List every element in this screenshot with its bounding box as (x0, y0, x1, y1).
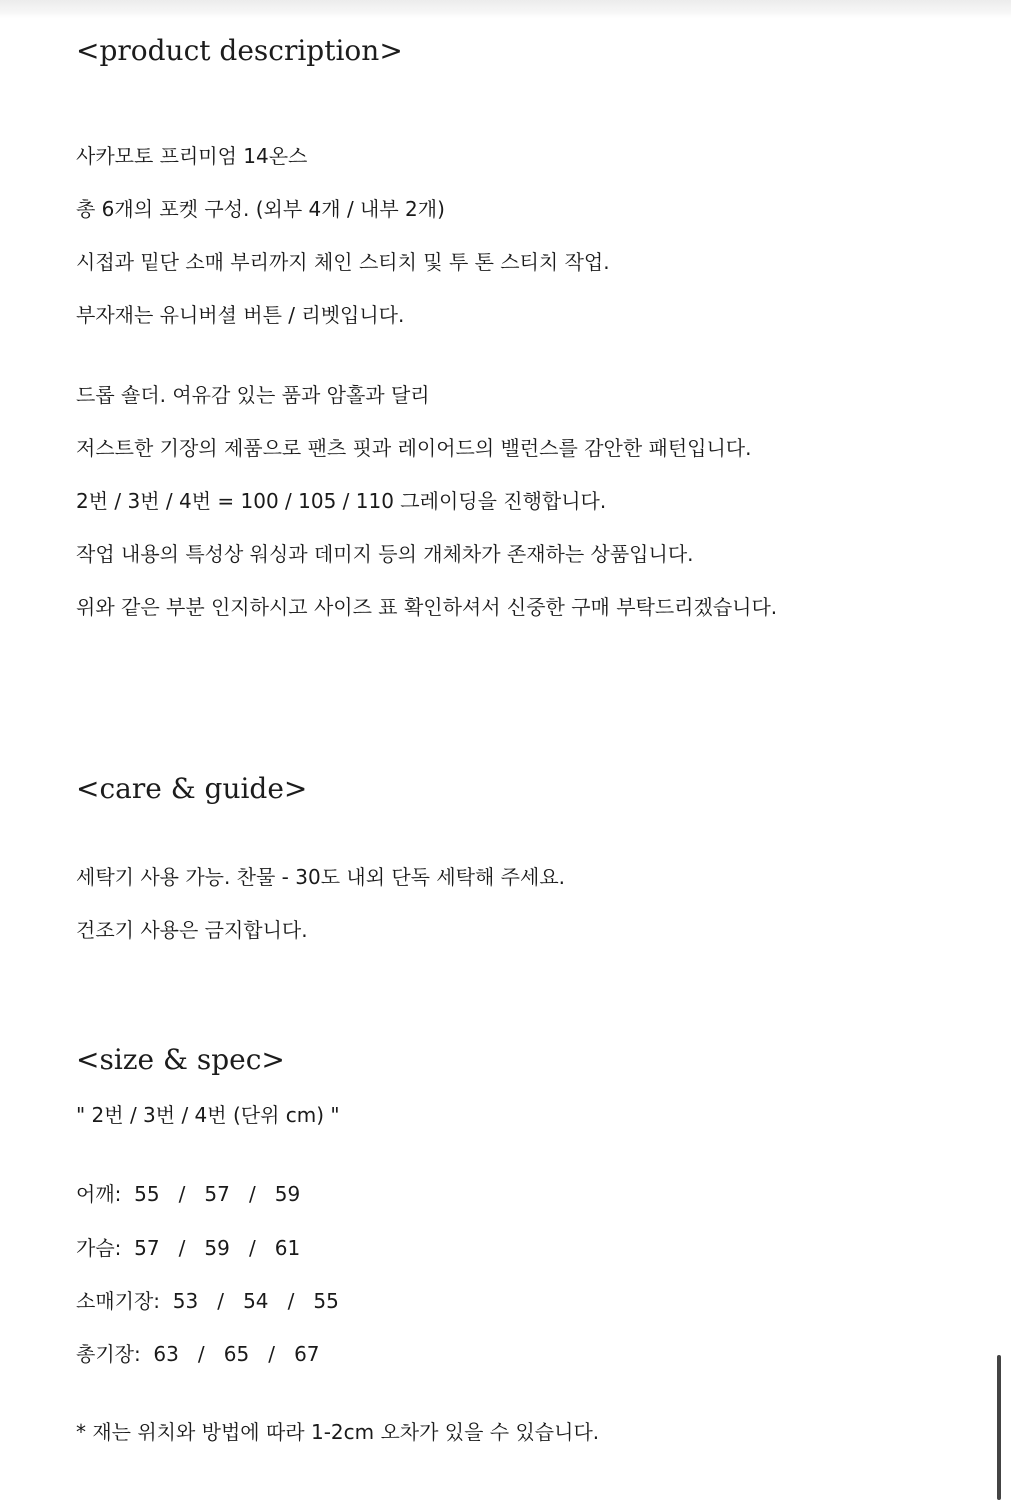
top-status-strip (0, 0, 1011, 18)
care-guide-heading: <care & guide> (76, 772, 308, 805)
measurement-footnote: * 재는 위치와 방법에 따라 1-2cm 오차가 있을 수 있습니다. (76, 1420, 600, 1444)
care-line: 건조기 사용은 금지합니다. (76, 918, 308, 942)
description-line: 부자재는 유니버셜 버튼 / 리벳입니다. (76, 303, 405, 327)
size-spec-heading: <size & spec> (76, 1043, 285, 1076)
vertical-scrollbar[interactable] (997, 1355, 1001, 1500)
description-line: 총 6개의 포켓 구성. (외부 4개 / 내부 2개) (76, 197, 445, 221)
description-line: 사카모토 프리미엄 14온스 (76, 144, 308, 168)
size-row: 어깨: 55 / 57 / 59 (76, 1182, 301, 1206)
description-line: 작업 내용의 특성상 워싱과 데미지 등의 개체차가 존재하는 상품입니다. (76, 542, 694, 566)
description-line: 저스트한 기장의 제품으로 팬츠 핏과 레이어드의 밸런스를 감안한 패턴입니다. (76, 436, 752, 460)
product-description-heading: <product description> (76, 34, 403, 67)
size-row: 소매기장: 53 / 54 / 55 (76, 1289, 339, 1313)
description-line: 위와 같은 부분 인지하시고 사이즈 표 확인하셔서 신중한 구매 부탁드리겠습니다. (76, 595, 778, 619)
description-line: 드롭 숄더. 여유감 있는 품과 암홀과 달리 (76, 383, 430, 407)
size-unit-note: " 2번 / 3번 / 4번 (단위 cm) " (76, 1103, 340, 1127)
size-row: 가슴: 57 / 59 / 61 (76, 1236, 301, 1260)
care-line: 세탁기 사용 가능. 찬물 - 30도 내외 단독 세탁해 주세요. (76, 865, 565, 889)
description-line: 시접과 밑단 소매 부리까지 체인 스티치 및 투 톤 스티치 작업. (76, 250, 610, 274)
description-line: 2번 / 3번 / 4번 = 100 / 105 / 110 그레이딩을 진행합니다. (76, 489, 607, 513)
size-row: 총기장: 63 / 65 / 67 (76, 1342, 320, 1366)
